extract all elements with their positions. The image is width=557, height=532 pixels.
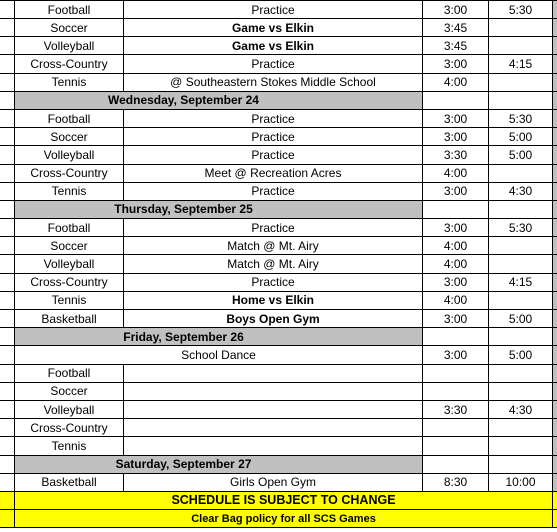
overflow-cell <box>552 219 557 236</box>
start-time-cell: 3:30 <box>422 401 488 418</box>
sport-cell: Basketball <box>14 310 123 327</box>
sport-cell: Soccer <box>14 383 123 400</box>
start-time-cell <box>422 419 488 436</box>
end-time-cell <box>488 437 552 454</box>
schedule-row <box>0 128 557 146</box>
end-time-cell: 5:00 <box>488 128 552 145</box>
overflow-cell <box>552 165 557 182</box>
sport-cell: Football <box>14 219 123 236</box>
event-cell: School Dance <box>14 346 422 363</box>
sport-cell: Football <box>14 365 123 382</box>
schedule-row <box>0 365 557 383</box>
day-header: Wednesday, September 24 <box>14 92 422 109</box>
schedule-row <box>0 0 557 19</box>
overflow-cell <box>552 92 557 109</box>
day-header-row <box>0 92 557 110</box>
day-header-row <box>0 201 557 219</box>
start-time-cell: 3:00 <box>422 346 488 363</box>
end-time-cell: 5:30 <box>488 1 552 18</box>
start-time-cell: 4:00 <box>422 165 488 182</box>
end-time-cell <box>488 19 552 36</box>
event-cell: Practice <box>123 183 422 200</box>
event-cell <box>123 437 422 454</box>
overflow-cell <box>552 310 557 327</box>
sport-cell: Football <box>14 1 123 18</box>
overflow-cell <box>552 110 557 127</box>
sport-cell: Cross-Country <box>14 55 123 72</box>
end-time-cell <box>488 419 552 436</box>
notice-text: SCHEDULE IS SUBJECT TO CHANGE <box>14 492 552 509</box>
start-time-cell: 3:45 <box>422 19 488 36</box>
sport-cell: Tennis <box>14 183 123 200</box>
event-cell: Boys Open Gym <box>123 310 422 327</box>
notice-row <box>0 492 557 510</box>
sport-cell: Volleyball <box>14 401 123 418</box>
sport-cell: Volleyball <box>14 37 123 54</box>
event-cell: Practice <box>123 55 422 72</box>
event-cell: Practice <box>123 219 422 236</box>
sport-cell: Soccer <box>14 128 123 145</box>
end-time-cell: 5:30 <box>488 110 552 127</box>
end-time-cell <box>488 292 552 309</box>
start-time-cell <box>422 383 488 400</box>
end-time-cell <box>488 383 552 400</box>
end-time-cell <box>488 255 552 272</box>
event-cell: Practice <box>123 128 422 145</box>
event-cell: Home vs Elkin <box>123 292 422 309</box>
end-time-cell: 4:30 <box>488 183 552 200</box>
schedule-row <box>0 474 557 492</box>
overflow-cell <box>552 401 557 418</box>
day-header-row <box>0 328 557 346</box>
overflow-cell <box>552 146 557 163</box>
schedule-row <box>0 401 557 419</box>
overflow-cell <box>552 37 557 54</box>
schedule-row <box>0 219 557 237</box>
overflow-cell <box>552 274 557 291</box>
end-time-cell <box>488 92 552 109</box>
schedule-row <box>0 383 557 401</box>
overflow-cell <box>552 383 557 400</box>
end-time-cell: 4:30 <box>488 401 552 418</box>
event-cell: @ Southeastern Stokes Middle School <box>123 74 422 91</box>
schedule-row <box>0 310 557 328</box>
end-time-cell <box>488 37 552 54</box>
start-time-cell <box>422 92 488 109</box>
end-time-cell: 4:15 <box>488 274 552 291</box>
start-time-cell: 3:00 <box>422 128 488 145</box>
overflow-cell <box>552 419 557 436</box>
overflow-cell <box>552 74 557 91</box>
end-time-cell: 5:00 <box>488 346 552 363</box>
event-cell: Girls Open Gym <box>123 474 422 491</box>
event-cell <box>123 401 422 418</box>
overflow-cell <box>552 456 557 473</box>
start-time-cell: 3:00 <box>422 1 488 18</box>
start-time-cell: 3:00 <box>422 310 488 327</box>
end-time-cell: 5:00 <box>488 146 552 163</box>
end-time-cell <box>488 165 552 182</box>
start-time-cell: 4:00 <box>422 255 488 272</box>
overflow-cell <box>552 55 557 72</box>
schedule-row <box>0 146 557 164</box>
notice-row <box>0 510 557 528</box>
schedule-row <box>0 437 557 455</box>
start-time-cell: 3:30 <box>422 146 488 163</box>
sport-cell: Volleyball <box>14 146 123 163</box>
schedule-row <box>0 19 557 37</box>
schedule-row <box>0 183 557 201</box>
end-time-cell <box>488 456 552 473</box>
event-cell: Meet @ Recreation Acres <box>123 165 422 182</box>
start-time-cell: 4:00 <box>422 237 488 254</box>
schedule-row <box>0 110 557 128</box>
event-cell: Practice <box>123 1 422 18</box>
start-time-cell <box>422 437 488 454</box>
sport-cell: Cross-Country <box>14 274 123 291</box>
overflow-cell <box>552 237 557 254</box>
overflow-cell <box>552 437 557 454</box>
schedule-row <box>0 237 557 255</box>
end-time-cell <box>488 328 552 345</box>
sport-cell: Volleyball <box>14 255 123 272</box>
overflow-cell <box>552 346 557 363</box>
end-time-cell: 5:00 <box>488 310 552 327</box>
event-cell <box>123 383 422 400</box>
start-time-cell: 8:30 <box>422 474 488 491</box>
overflow-cell <box>552 492 557 509</box>
sport-cell: Cross-Country <box>14 165 123 182</box>
event-cell: Practice <box>123 110 422 127</box>
schedule-row <box>0 55 557 73</box>
event-cell <box>123 419 422 436</box>
start-time-cell: 4:00 <box>422 74 488 91</box>
sport-cell: Tennis <box>14 292 123 309</box>
sport-cell: Football <box>14 110 123 127</box>
sport-cell: Cross-Country <box>14 419 123 436</box>
event-cell: Practice <box>123 274 422 291</box>
event-cell: Game vs Elkin <box>123 19 422 36</box>
end-time-cell <box>488 201 552 218</box>
event-cell <box>123 365 422 382</box>
overflow-cell <box>552 128 557 145</box>
start-time-cell: 3:00 <box>422 110 488 127</box>
start-time-cell: 3:00 <box>422 183 488 200</box>
start-time-cell <box>422 365 488 382</box>
start-time-cell: 4:00 <box>422 292 488 309</box>
event-cell: Practice <box>123 146 422 163</box>
end-time-cell <box>488 365 552 382</box>
start-time-cell: 3:00 <box>422 55 488 72</box>
sport-cell: Basketball <box>14 474 123 491</box>
start-time-cell <box>422 328 488 345</box>
overflow-cell <box>552 292 557 309</box>
overflow-cell <box>552 183 557 200</box>
overflow-cell <box>552 1 557 18</box>
notice-text: Clear Bag policy for all SCS Games <box>14 510 552 527</box>
start-time-cell: 3:45 <box>422 37 488 54</box>
schedule-row <box>0 292 557 310</box>
schedule-row <box>0 419 557 437</box>
schedule-row <box>0 74 557 92</box>
schedule-row <box>0 255 557 273</box>
start-time-cell: 3:00 <box>422 219 488 236</box>
start-time-cell: 3:00 <box>422 274 488 291</box>
event-cell: Game vs Elkin <box>123 37 422 54</box>
end-time-cell: 4:15 <box>488 55 552 72</box>
sport-cell: Tennis <box>14 74 123 91</box>
end-time-cell <box>488 74 552 91</box>
day-header-row <box>0 456 557 474</box>
end-time-cell: 10:00 <box>488 474 552 491</box>
day-header: Thursday, September 25 <box>14 201 422 218</box>
day-header: Friday, September 26 <box>14 328 422 345</box>
end-time-cell <box>488 237 552 254</box>
end-time-cell: 5:30 <box>488 219 552 236</box>
overflow-cell <box>552 328 557 345</box>
overflow-cell <box>552 255 557 272</box>
overflow-cell <box>552 474 557 491</box>
start-time-cell <box>422 456 488 473</box>
overflow-cell <box>552 365 557 382</box>
event-cell: Match @ Mt. Airy <box>123 237 422 254</box>
schedule-row <box>0 37 557 55</box>
schedule-row <box>0 165 557 183</box>
overflow-cell <box>552 201 557 218</box>
sport-cell: Soccer <box>14 19 123 36</box>
overflow-cell <box>552 510 557 527</box>
sport-cell: Soccer <box>14 237 123 254</box>
day-header: Saturday, September 27 <box>14 456 422 473</box>
schedule-row <box>0 274 557 292</box>
start-time-cell <box>422 201 488 218</box>
schedule-row <box>0 346 557 364</box>
event-cell: Match @ Mt. Airy <box>123 255 422 272</box>
sport-cell: Tennis <box>14 437 123 454</box>
overflow-cell <box>552 19 557 36</box>
